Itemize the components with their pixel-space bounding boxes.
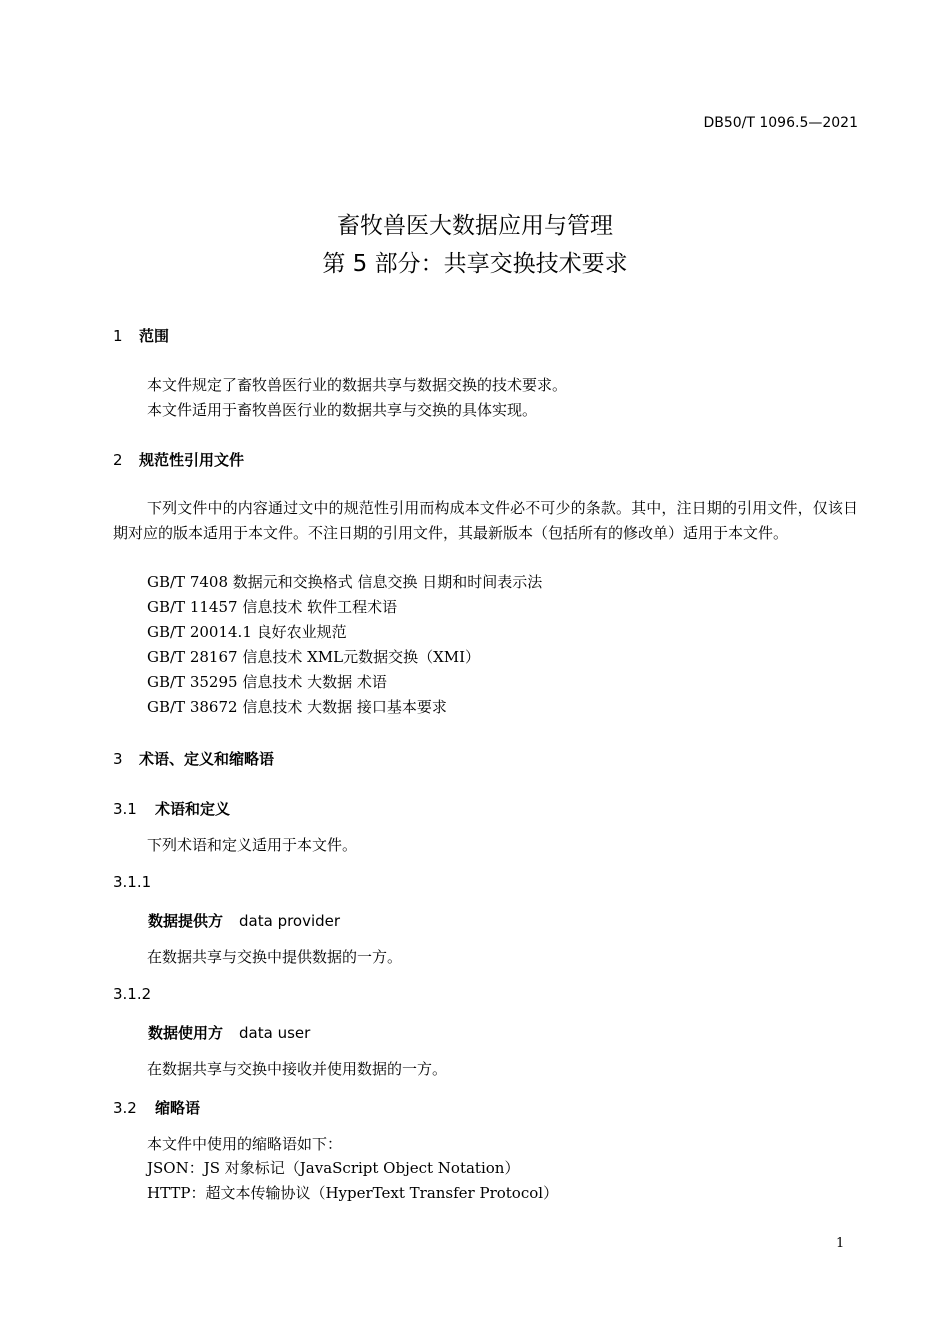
subsection-3-1-heading bbox=[113, 798, 230, 819]
subsection-title: 术语和定义 bbox=[155, 800, 231, 818]
section-3-heading bbox=[113, 748, 274, 769]
abbreviation-item: JSON：JS 对象标记（JavaScript Object Notation） bbox=[147, 1159, 520, 1177]
document-title-main: 畜牧兽医大数据应用与管理 bbox=[337, 213, 613, 239]
reference-item: GB/T 7408 数据元和交换格式 信息交换 日期和时间表示法 bbox=[147, 573, 543, 591]
references-intro-paragraph: 下列文件中的内容通过文中的规范性引用而构成本文件必不可少的条款。其中，注日期的引用文件，仅该日期对应的版本适用于本文件。不注日期的引用文件，其最新版本（包括所有的修改单）适用于本文件。 bbox=[113, 499, 858, 542]
abbreviation-item: HTTP：超文本传输协议（HyperText Transfer Protocol） bbox=[147, 1184, 559, 1202]
paragraph: 下列术语和定义适用于本文件。 bbox=[147, 836, 358, 854]
term-chinese: 数据提供方 bbox=[148, 912, 224, 930]
subsection-3-2-heading bbox=[113, 1097, 200, 1118]
term-entry bbox=[148, 1022, 310, 1043]
term-definition: 在数据共享与交换中接收并使用数据的一方。 bbox=[147, 1060, 448, 1078]
document-code: DB50/T 1096.5—2021 bbox=[703, 115, 858, 131]
paragraph: 本文件规定了畜牧兽医行业的数据共享与数据交换的技术要求。 bbox=[147, 376, 568, 394]
reference-item: GB/T 35295 信息技术 大数据 术语 bbox=[147, 673, 387, 691]
section-number: 1 bbox=[113, 327, 123, 345]
reference-list bbox=[147, 570, 542, 720]
term-english: data provider bbox=[239, 912, 341, 930]
section-2-heading bbox=[113, 449, 244, 470]
paragraph: 本文件中使用的缩略语如下： bbox=[147, 1135, 343, 1153]
paragraph: 本文件适用于畜牧兽医行业的数据共享与交换的具体实现。 bbox=[147, 401, 538, 419]
term-entry bbox=[148, 910, 340, 931]
section-1-heading bbox=[113, 325, 169, 346]
reference-item: GB/T 20014.1 良好农业规范 bbox=[147, 623, 347, 641]
abbreviation-list bbox=[147, 1156, 558, 1206]
term-number: 3.1.1 bbox=[113, 873, 152, 891]
page-number: 1 bbox=[836, 1236, 845, 1251]
reference-item: GB/T 28167 信息技术 XML元数据交换（XMI） bbox=[147, 648, 481, 666]
term-number: 3.1.2 bbox=[113, 985, 152, 1003]
section-number: 2 bbox=[113, 451, 123, 469]
subsection-number: 3.1 bbox=[113, 800, 137, 818]
section-title: 术语、定义和缩略语 bbox=[139, 750, 275, 768]
subsection-number: 3.2 bbox=[113, 1099, 137, 1117]
term-english: data user bbox=[239, 1024, 311, 1042]
term-definition: 在数据共享与交换中提供数据的一方。 bbox=[147, 948, 403, 966]
section-title: 规范性引用文件 bbox=[139, 451, 245, 469]
subsection-title: 缩略语 bbox=[155, 1099, 201, 1117]
reference-item: GB/T 11457 信息技术 软件工程术语 bbox=[147, 598, 398, 616]
document-title-part: 第 5 部分：共享交换技术要求 bbox=[322, 251, 628, 277]
term-chinese: 数据使用方 bbox=[148, 1024, 224, 1042]
reference-item: GB/T 38672 信息技术 大数据 接口基本要求 bbox=[147, 698, 447, 716]
section-number: 3 bbox=[113, 750, 123, 768]
section-title: 范围 bbox=[139, 327, 170, 345]
